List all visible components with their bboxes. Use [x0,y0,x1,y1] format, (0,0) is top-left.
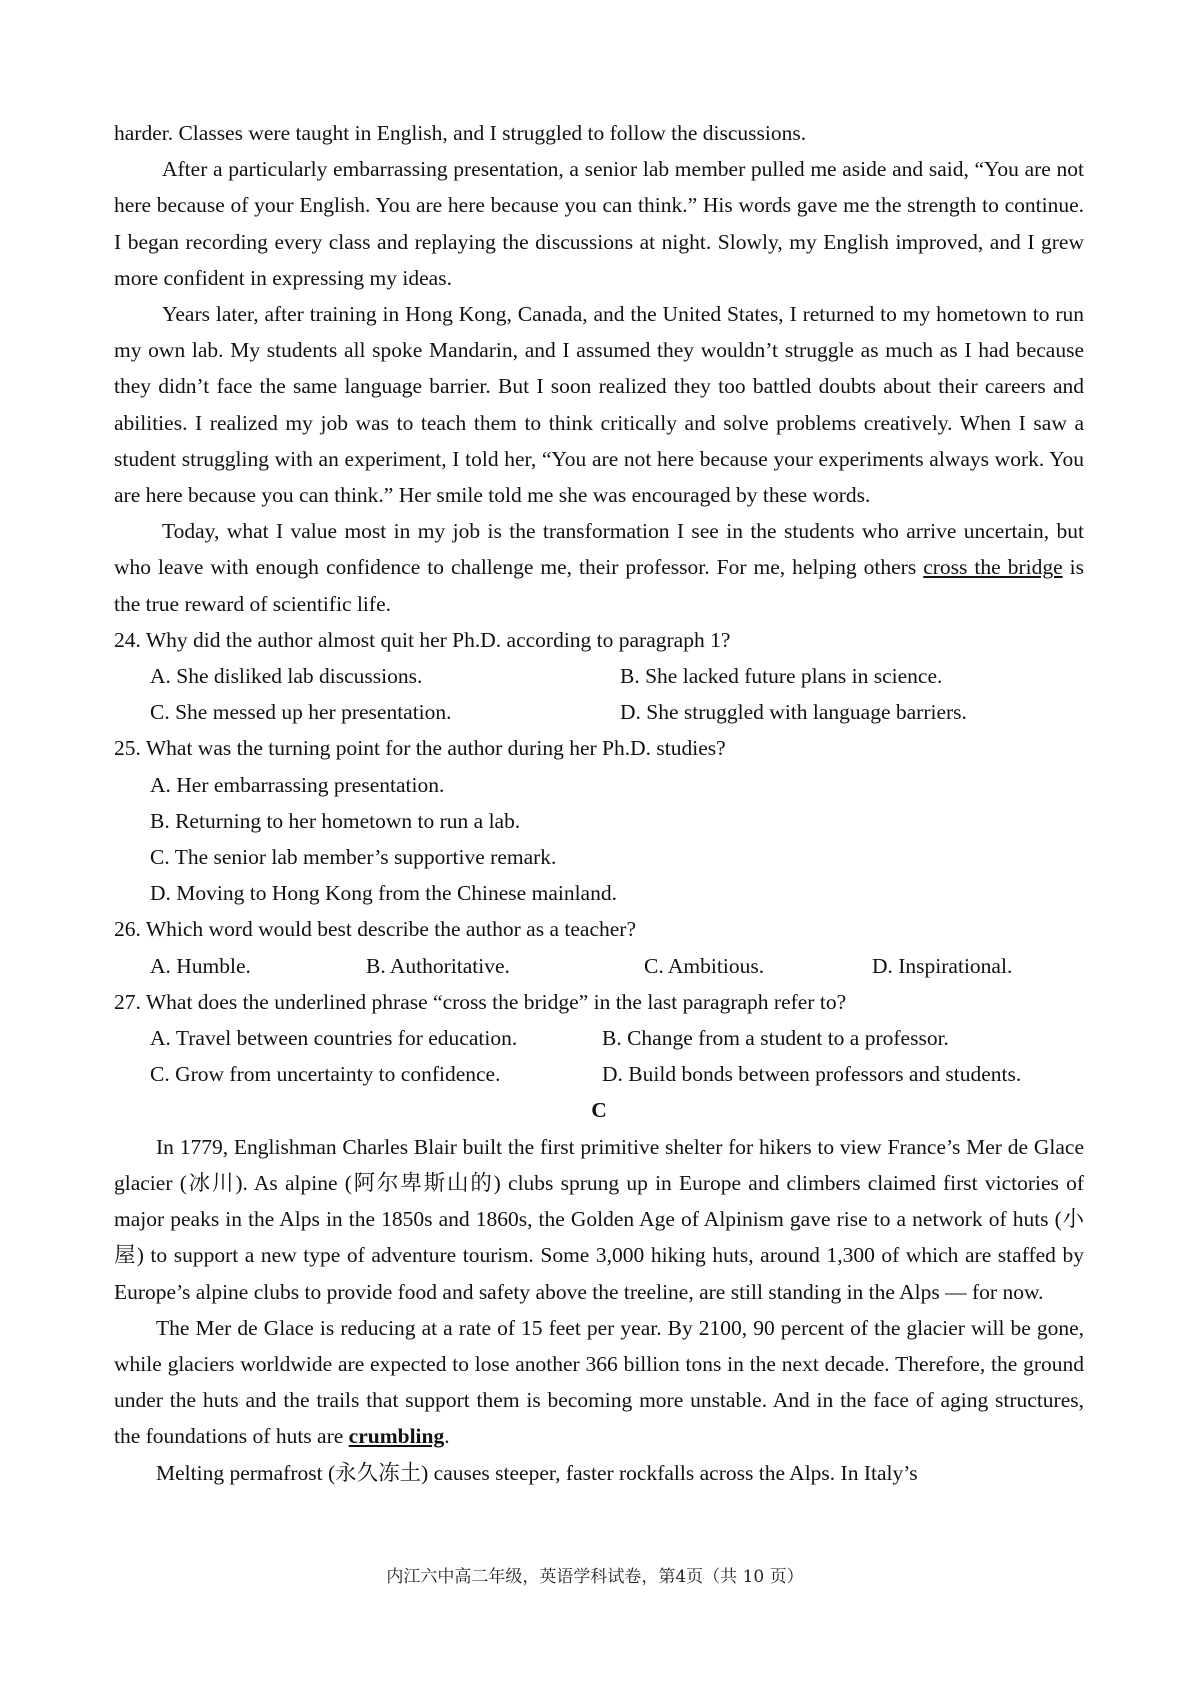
page-content [114,115,1084,1491]
option-a: A. Travel between countries for education. [150,1026,518,1051]
question-stem: 26. Which word would best describe the author as a teacher? [114,917,636,942]
passage-b-paragraph-0: harder. Classes were taught in English, and I struggled to follow the discussions. [114,121,807,145]
passage-b-paragraph-3 [114,513,1084,622]
passage-c-paragraph-2 [114,1310,1084,1455]
option-c: C. The senior lab member’s supportive remark. [150,845,557,870]
option-d: D. Inspirational. [872,953,1013,978]
question-27 [114,984,1084,1093]
passage-b-paragraph-1: After a particularly embarrassing presentation, a senior lab member pulled me aside and said, “You are not here because of your English. You are here because you can think.” His words gave me the strength to continue. I began recording every class and replaying the discussions at night. Slowly, my English improved, and I grew more confident in expressing my ideas. [114,157,1084,290]
paragraph-2-text-start: The Mer de Glace is reducing at a rate of 15 feet per year. By 2100, 90 percent of the glacier will be gone, while glaciers worldwide are expected to lose another 366 billion tons in the next decade. Therefore, the ground under the huts and the trails that support them is becoming more unstable. And in the face of aging structures, the foundations of huts are [114,1315,1084,1449]
question-stem: 27. What does the underlined phrase “cross the bridge” in the last paragraph refer to? [114,989,847,1014]
option-b: B. Returning to her hometown to run a lab. [150,808,521,833]
underlined-word: crumbling [348,1424,445,1449]
passage-c-paragraph-3: Melting permafrost (永久冻土) causes steeper, faster rockfalls across the Alps. In Italy’s [156,1460,918,1485]
option-d: D. Moving to Hong Kong from the Chinese mainland. [150,881,617,906]
paragraph-3-text-end: is the true reward of scientific life. [114,555,1084,616]
option-b: B. Authoritative. [366,953,510,978]
question-26 [114,911,1084,983]
option-c: C. Grow from uncertainty to confidence. [150,1062,501,1087]
option-b: B. She lacked future plans in science. [620,664,943,689]
question-24 [114,622,1084,731]
section-heading-c: C [591,1098,607,1123]
option-d: D. She struggled with language barriers. [620,700,967,725]
option-c: C. She messed up her presentation. [150,700,452,725]
option-a: A. Her embarrassing presentation. [150,772,445,797]
option-c: C. Ambitious. [644,953,765,978]
question-25 [114,730,1084,911]
option-a: A. She disliked lab discussions. [150,664,423,689]
paragraph-3-text-start: Today, what I value most in my job is the transformation I see in the students who arrive uncertain, but who leave with enough confidence to challenge me, their professor. For me, helping others [114,519,1084,580]
option-a: A. Humble. [150,953,251,978]
page-footer: 内江六中高二年级，英语学科试卷，第4页（共 10 页） [386,1567,804,1587]
question-stem: 24. Why did the author almost quit her Ph.D. according to paragraph 1? [114,627,731,652]
passage-c-paragraph-1: In 1779, Englishman Charles Blair built the first primitive shelter for hikers to view France’s Mer de Glace glacier (冰川). As alpine (阿尔卑斯山的) clubs sprung up in Europe and climbers claimed first victories of major peaks in the Alps in the 1850s and 1860s, the Golden Age of Alpinism gave rise to a network of huts (小屋) to support a new type of adventure tourism. Some 3,000 hiking huts, around 1,300 of which are staffed by Europe’s alpine clubs to provide food and safety above the treeline, are still standing in the Alps — for now. [114,1134,1084,1304]
option-d: D. Build bonds between professors and students. [602,1062,1022,1087]
underlined-phrase: cross the bridge [923,555,1063,580]
paragraph-2-text-end: . [444,1424,450,1449]
passage-b-paragraph-2: Years later, after training in Hong Kong, Canada, and the United States, I returned to my hometown to run my own lab. My students all spoke Mandarin, and I assumed they wouldn’t struggle as much as I had because they didn’t face the same language barrier. But I soon realized they too battled doubts about their careers and abilities. I realized my job was to teach them to think critically and solve problems creatively. When I saw a student struggling with an experiment, I told her, “You are not here because your experiments always work. You are here because you can think.” Her smile told me she was encouraged by these words. [114,302,1084,508]
option-b: B. Change from a student to a professor. [602,1026,949,1051]
question-stem: 25. What was the turning point for the author during her Ph.D. studies? [114,736,726,761]
